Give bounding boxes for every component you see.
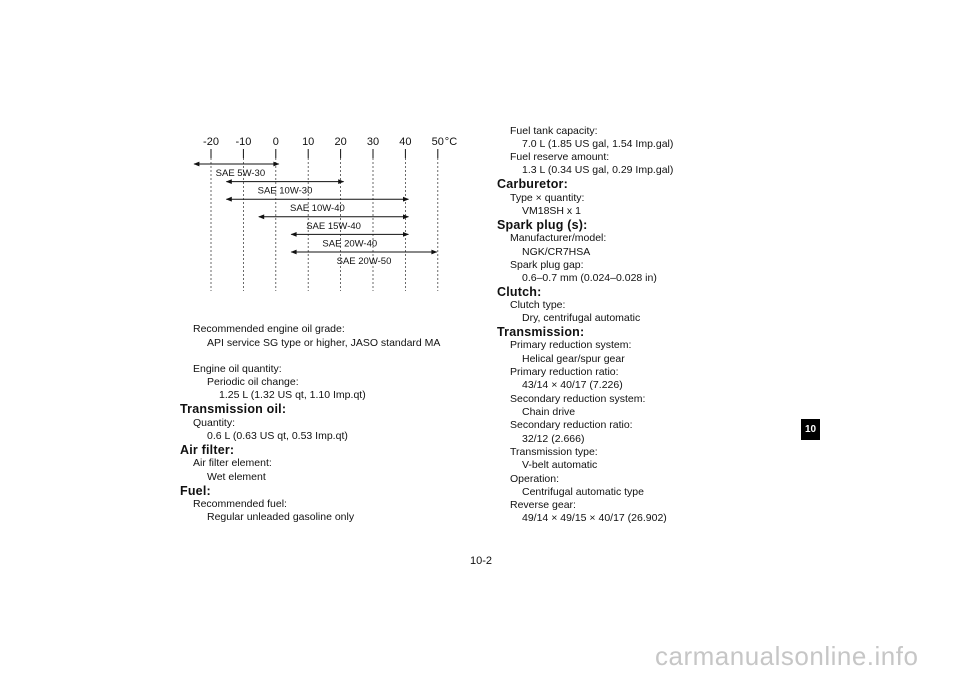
secondary-reduction-ratio-label: Secondary reduction ratio:	[510, 419, 633, 431]
page-number: 10-2	[470, 555, 493, 567]
reverse-gear-value: 49/14 × 49/15 × 40/17 (26.902)	[522, 512, 667, 524]
primary-reduction-ratio-label: Primary reduction ratio:	[510, 366, 619, 378]
oil-viscosity-chart	[190, 128, 480, 298]
temp-tick-label: 20	[334, 136, 347, 148]
grade-label: SAE 10W-40	[290, 203, 345, 215]
air-filter-element-value: Wet element	[207, 471, 266, 483]
temp-unit-label: °C	[444, 136, 458, 148]
transmission-oil-heading: Transmission oil:	[180, 402, 287, 416]
oil-grade-value: API service SG type or higher, JASO standard MA	[207, 337, 441, 349]
spark-plug-gap-value: 0.6–0.7 mm (0.024–0.028 in)	[522, 272, 657, 284]
fuel-heading: Fuel:	[180, 484, 211, 498]
temp-tick-label: -20	[203, 136, 219, 148]
temp-tick-label: 50	[431, 136, 444, 148]
oil-quantity-label: Engine oil quantity:	[193, 363, 282, 375]
temp-tick-label: 0	[272, 136, 279, 148]
temp-tick-label: -10	[235, 136, 252, 148]
transmission-type-label: Transmission type:	[510, 446, 598, 458]
spark-plug-model-label: Manufacturer/model:	[510, 232, 607, 244]
chapter-tab: 10	[801, 419, 820, 440]
spark-plug-heading: Spark plug (s):	[497, 218, 588, 232]
clutch-heading: Clutch:	[497, 285, 542, 299]
oil-change-label: Periodic oil change:	[207, 376, 299, 388]
operation-label: Operation:	[510, 473, 560, 485]
clutch-type-value: Dry, centrifugal automatic	[522, 312, 641, 324]
grade-label: SAE 10W-30	[257, 185, 313, 197]
grade-label: SAE 20W-40	[322, 238, 378, 250]
recommended-fuel-value: Regular unleaded gasoline only	[207, 511, 355, 523]
grade-label: SAE 15W-40	[306, 220, 361, 232]
grade-label: SAE 5W-30	[215, 168, 266, 179]
secondary-reduction-system-label: Secondary reduction system:	[510, 393, 646, 405]
fuel-reserve-label: Fuel reserve amount:	[510, 151, 610, 163]
fuel-tank-capacity-value: 7.0 L (1.85 US gal, 1.54 Imp.gal)	[522, 138, 674, 150]
temp-tick-label: 40	[399, 136, 412, 148]
air-filter-heading: Air filter:	[180, 443, 235, 457]
transmission-oil-quantity-label: Quantity:	[193, 417, 236, 429]
carburetor-type-label: Type × quantity:	[510, 192, 585, 204]
spark-plug-gap-label: Spark plug gap:	[510, 259, 584, 271]
temp-tick-label: 30	[366, 136, 380, 148]
operation-value: Centrifugal automatic type	[522, 486, 644, 498]
air-filter-element-label: Air filter element:	[193, 457, 272, 469]
recommended-fuel-label: Recommended fuel:	[193, 498, 287, 510]
oil-change-value: 1.25 L (1.32 US qt, 1.10 Imp.qt)	[219, 389, 366, 401]
watermark: carmanualsonline.info	[655, 641, 919, 671]
secondary-reduction-system-value: Chain drive	[522, 406, 576, 418]
transmission-type-value: V-belt automatic	[522, 459, 598, 471]
primary-reduction-system-value: Helical gear/spur gear	[522, 353, 625, 365]
carburetor-heading: Carburetor:	[497, 177, 568, 191]
transmission-oil-quantity-value: 0.6 L (0.63 US qt, 0.53 Imp.qt)	[207, 430, 348, 442]
spark-plug-model-value: NGK/CR7HSA	[522, 246, 591, 258]
temp-tick-label: 10	[302, 136, 315, 148]
secondary-reduction-ratio-value: 32/12 (2.666)	[522, 433, 585, 445]
clutch-type-label: Clutch type:	[510, 299, 566, 311]
grade-label: SAE 20W-50	[336, 256, 392, 267]
reverse-gear-label: Reverse gear:	[510, 499, 576, 511]
primary-reduction-ratio-value: 43/14 × 40/17 (7.226)	[522, 379, 623, 391]
oil-grade-label: Recommended engine oil grade:	[193, 323, 345, 335]
primary-reduction-system-label: Primary reduction system:	[510, 339, 632, 351]
carburetor-type-value: VM18SH x 1	[522, 205, 581, 217]
fuel-reserve-value: 1.3 L (0.34 US gal, 0.29 Imp.gal)	[522, 164, 674, 176]
transmission-heading: Transmission:	[497, 325, 585, 339]
fuel-tank-capacity-label: Fuel tank capacity:	[510, 125, 598, 137]
